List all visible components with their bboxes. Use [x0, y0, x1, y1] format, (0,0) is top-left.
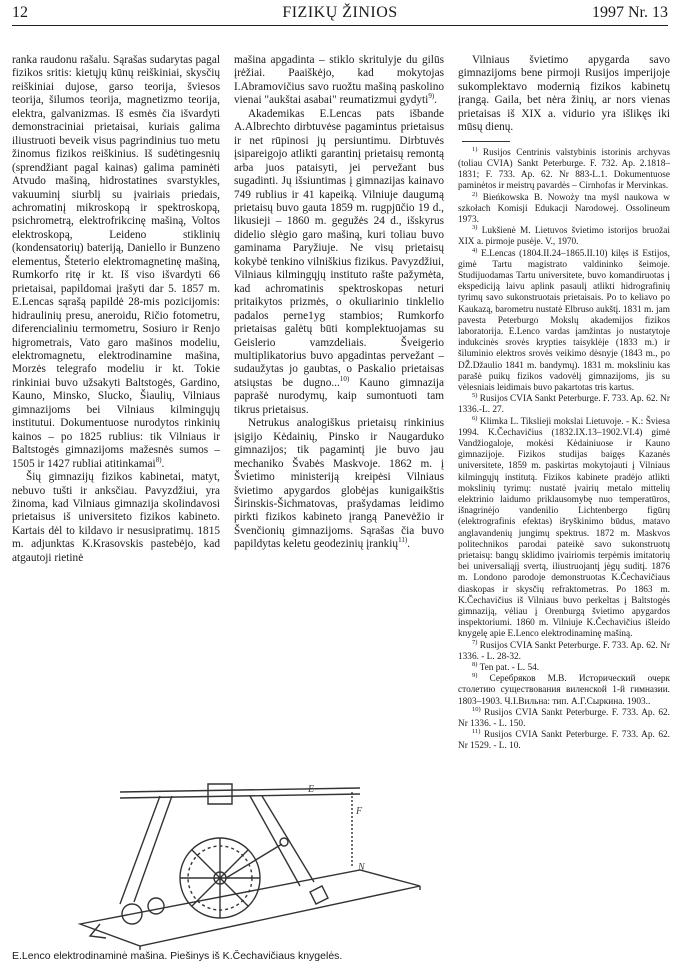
footnote: $^{4)}$ E.Lencas (1804.II.24–1865.II.10) kilęs iš Estijos, gimė Tartu magistrato valdininko šeimoje. Studijuodamas Tartu universitete, buvo komandiruotas į ekspediciją laivu aplink pasaulį atlikti hidrografinių tyrimų savo sukonstruotais prietaisais. Po to keliavo po Kaukazą, barometru nustatė Elbruso aukštį. 1831 m. jam pavesta Peterburgo Mokslų akademijos fizikos laboratorija. E.Lenco vardas įamžintas jo nustatytoje indukcinės srovės krypties taisyklėje (1833 m.) ir šiluminio elektros srovės veikimo dėsnyje (1843 m., po DŽ.Džaulio 1841 m. bandymų). 1831 m. moksliniu kas parašė puikų fizikos vadovėlį gimnazijoms, jis su vėlesniais leidimais buvo pakartotas tris kartus. [458, 246, 671, 393]
column-1 [12, 54, 220, 565]
footnote: $^{9)}$ Серебряков М.В. Исторический очерк столетию существования виленской 1-й гимназии. 1803–1903. Ч.I.Вильна: тип. А.Г.Сыркина. 1903.. [458, 672, 670, 707]
journal-title: FIZIKŲ ŽINIOS [282, 4, 398, 21]
page-header [12, 3, 668, 26]
footnote-ref[interactable]: 9) [428, 92, 435, 101]
svg-text:F: F [356, 806, 363, 817]
svg-text:E: E [308, 784, 315, 795]
footnote-ref[interactable]: 11) [398, 536, 408, 545]
footnote: $^{11)}$ Rusijos CVIA Sankt Peterburge. F. 733. Ap. 62. Nr 1529. - L. 10. [458, 728, 670, 752]
footnote: $^{5)}$ Rusijos CVIA Sankt Peterburge. F. 733. Ap. 62. Nr 1336.-L. 27. [458, 392, 670, 416]
electrodynamic-machine-drawing [60, 774, 434, 950]
footnote: $^{1)}$ Rusijos Centrinis valstybinis istorinis archyvas (toliau CVIA) Sankt Peterburge. F. 732. Ap. 2.1818–1831; F. 733. Ap. 62. Nr 883-L.1. Dokumentuose paminėtos ir meistrų pavardės – Cirnhofas ir Mervinkas. [458, 145, 670, 192]
footnote: $^{10)}$ Rusijos CVIA Sankt Peterburge. F. 733. Ap. 62. Nr 1336. - L. 150. [458, 705, 670, 730]
paragraph: Netrukus analogiškus prietaisų rinkinius įsigijo Kėdainių, Pinsko ir Naugarduko gimnazijos; tik pagamintį jie buvo jau mechaniko Švabės Maskvoje. 1862 m. į Švietimo ministeriją kreipėsi Vilniaus švietimo apygardos globėjas kunigaikštis Širinskis-Šichmatovas, prašydamas leidimo pirkti fizikos kabineto įrangą Panevėžio ir Švenčionių gimnazijoms. Sąrašas čia buvo papildytas keletu geodezinių įrankių$^{11)}$. [234, 417, 444, 551]
paragraph: mašina apgadinta – stiklo skritulyje du gilūs įrėžiai. Paaiškėjo, kad mokytojas I.Abramovičius savo ruožtu mašiną paskolino vienai "aukštai asabai" reumatizmui gydyti$^{9)}$. [234, 54, 444, 107]
paragraph: Vilniaus švietimo apygarda savo gimnazijoms bene pirmoji Rusijos imperijoje sukomplektavo modernią fizikos kabinetų įrangą. Gaila, bet nėra žinių, ar nors vienas prietaisas iš XIX a. vidurio yra išlikęs iki mūsų dienų. [458, 54, 670, 134]
figure-caption: E.Lenco elektrodinaminė mašina. Piešinys iš K.Čechavičiaus knygelės. [12, 950, 343, 962]
column-3 [458, 54, 670, 753]
page-number: 12 [12, 4, 28, 21]
footnote-ref[interactable]: 10) [339, 375, 350, 384]
paragraph: ranka raudonu rašalu. Sąrašas sudarytas pagal fizikos sritis: kietųjų kūnų reiškiniai, skysčių reiškiniai dujose, garso teorija, šviesos teorija, šilumos teorija, magnetizmo teorija, elektra, galvanizmas. Iš esmės čia išvardyti demonstraciniai prietaisai, kuriais galima iliustruoti beveik visus pagrindinius tuo metu žinomus fizikos reiškinius. Iš sudėtingesnių (sprendžiant pagal kainas) galima paminėti Atvudo mašiną, hidrostatines svarstykles, vakuuminį siurblį su įvairiais priedais, achromatinį mikroskopą ir spektroskopą, psichrometrą, elektrofrikcinę mašiną, Voltos elektroskopą, Leideno stiklinių (kondensatorių) bateriją, Daniello ir Bunzeno elementus, Šteterio elektromagnetinę mašiną, Rumkorfo ritę ir kt. Iš viso išvardyti 66 prietaisai, papildomai įrašyti dar 5. 1857 m. E.Lencas sąrašą papildė 28-mis pozicijomis: hidraulinių presu, aneroidu, Ričio fotometru, diferencialiniu termometru, Sosiuro ir Renjo higrometrais, Vato garo mašinos modeliu, elektromagnetu, elektrodinamine mašina, Morzės telegrafo modeliu ir kt. Tokie rinkiniai buvo užsakyti Baltstogės, Gardino, Kauno, Minsko, Slucko, Šiaulių, Vilniaus gimnazijoms bei Vilniaus kilmingųjų institutui. Dokumentuose nurodytos rinkinių kainos – po 1825 rublius: tik Vilniaus ir Baltstogės gimnazijoms mažesnės sumos – 1505 ir 1427 rubliai atitinkamai$^{8)}$. [12, 54, 220, 470]
footnote-separator [462, 141, 510, 142]
footnote: $^{8)}$ Ten pat. - L. 54. [472, 660, 540, 674]
footnote-ref[interactable]: 8) [155, 455, 162, 464]
footnote: $^{6)}$ Klimka L. Tikslieji mokslai Lietuvoje. - K.: Šviesa 1994. K.Čechavičius (1832.IX.13–1902.VI.4) gimė Vandžiogaloje, mokėsi Kėdainiuose ir Kauno gimnazijoje. Fizikos studijas baigęs Kazanės universitete, 1859 m. paskirtas mokytojauti į Vilniaus kilmingųjų institutą. Fizikos kabinete pradėjo atlikti mokslinių tyrimų: nustatė įvairių metalo mittelių elektrinio laidumo priklausomybę nuo temperatūros, išnagrinėjo vandenilio Lichtenbergo figūrų (elektrografinis efektas) išryškinimo būdus, matavo anglavandenių jungimų spektrus. 1872 m. Maskvos politechnikos parodai pateikė savo sukonstruotų prietaisų: bangų sklidimo įvairiomis terpėmis imitatorių bei universaliąjį svertą, iliustruojantį jėgų suditį. 1876 m. Londono parodoje demonstruotas K.Čechavičiaus diaskopas ir skysčių refraktometras. Po 1863 m. K.Čechavičius iš Vilniaus buvo perkeltas į Baltstogės gimnaziją, vėliau į Orenburgą švietimo apygardos inspektoriumi. 1860 m. Vilniuje K.Čechavičius išleido knygelę apie E.Lenco elektrodinaminę mašiną. [458, 414, 671, 640]
footnotes [458, 145, 671, 753]
footnote: $^{2)}$ Bieńkowska B. Nowoży tna myśl naukowa w szkołach Komisji Edukacji Narodowej. Ossolineum 1973. [458, 190, 671, 225]
footnote: $^{3)}$ Lukšienė M. Lietuvos švietimo istorijos bruožai XIX a. pirmoje pusėje. V., 1970. [458, 224, 671, 248]
footnote: $^{7)}$ Rusijos CVIA Sankt Peterburge. F. 733. Ap. 62. Nr 1336. - L. 28-32. [458, 638, 670, 662]
paragraph: Akademikas E.Lencas pats išbande A.Albrechto dirbtuvėse pagamintus prietaisus ir net rūpinosi jų persiuntimu. Dirbtuvės įsipareigojo atlikti garantinį prietaisų remontą arba juos pataisyti, jei pervežant bus sugadinti. Jų išsiuntimas į gimnazijas kainavo 749 rublius ir 41 kapeiką. Vilniuje daugumą prietaisų buvo gauta 1859 m. rugpjūčio 19 d., likusieji – 1860 m. gegužės 24 d., išskyrus didelio slėgio garo mašiną, kuri toliau buvo gaminama Paryžiuje. Ne visų prietaisų kokybė tenkino vilniškius fizikus. Pavyzdžiui, Vilniaus kilmingųjų instituto rašte pažymėta, kad achromatinis spektroskopas neturi pritaikytos prizmės, o okuliarinio tinklelio padalos perne1yg stambios; Rumkorfo prietaisas galėtų būti komplektuojamas su Geislerio vamzdeliais. Šveigerio multiplikatorius buvo apgadintas pervežant – sudaužytas jo gaubtas, o Paskalio prietaisas atsiųstas be dugno...$^{10)}$ Kauno gimnazija paprašė nurodymų, kaip sumontuoti tam tikrus prietaisus. [234, 107, 445, 416]
paragraph: Šių gimnazijų fizikos kabinetai, matyt, nebuvo tušti ir anksčiau. Pavyzdžiui, yra žinoma, kad Vilniaus gimnazija skolindavosi prietaisus iš universiteto fizikos kabineto. Kartais dėl to kildavo ir nesusipratimų. 1815 m. adjunktas K.Krasovskis pastebėjo, kad atgautoji rietinė [12, 471, 220, 564]
column-2 [234, 54, 444, 552]
issue-number: 1997 Nr. 13 [592, 4, 668, 21]
svg-text:N: N [358, 862, 365, 873]
machine-figure [60, 774, 434, 950]
